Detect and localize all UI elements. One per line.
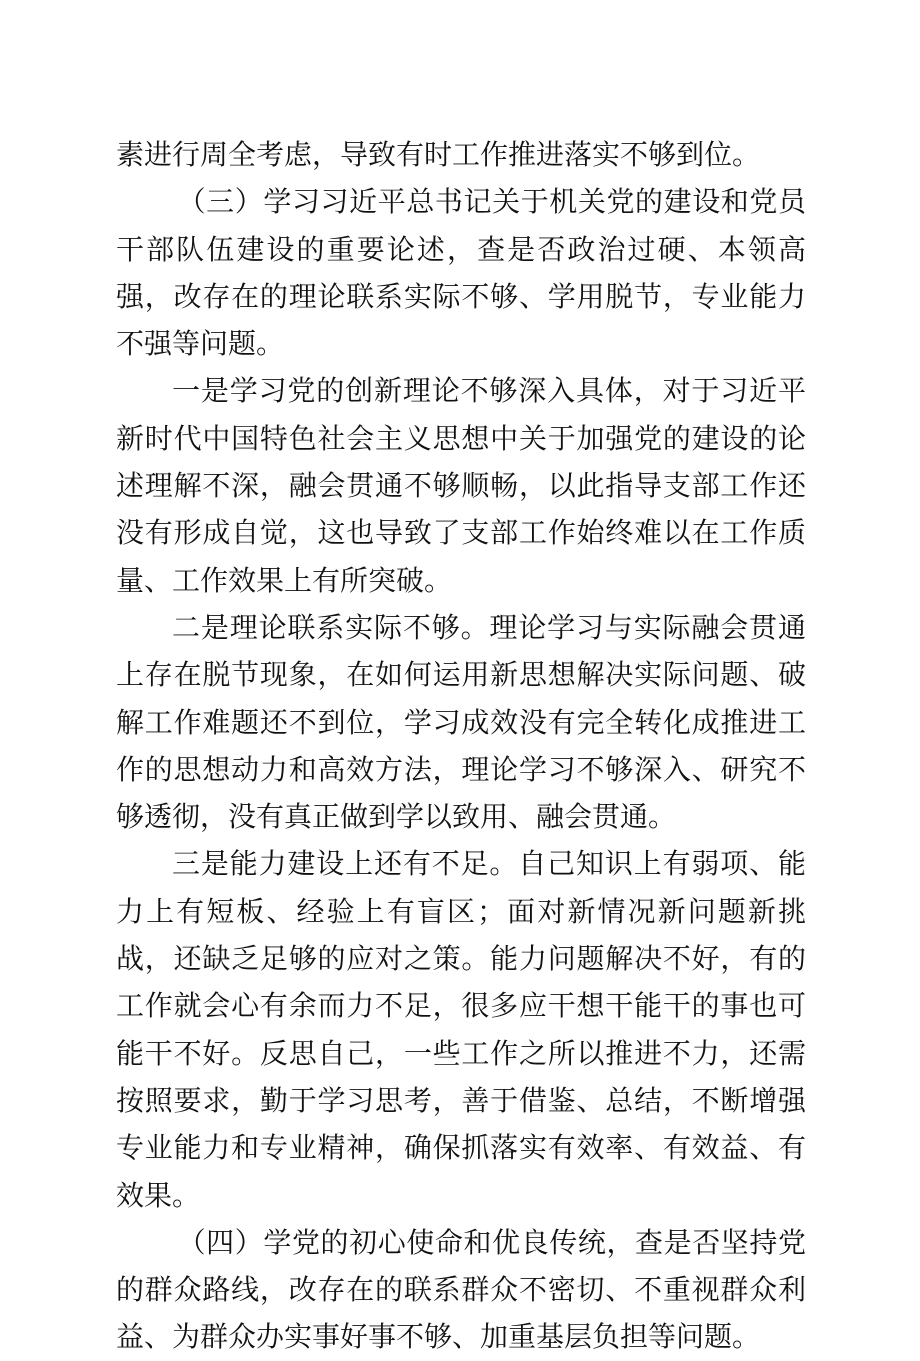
paragraph-continuation: 素进行周全考虑，导致有时工作推进落实不够到位。 [116,138,761,171]
paragraph-point-one: 一是学习党的创新理论不够深入具体，对于习近平新时代中国特色社会主义思想中关于加强党的建设的论述理解不深，融会贯通不够顺畅，以此指导支部工作还没有形成自觉，这也导致了支部工作始终难以在工作质量、工作效果上有所突破。 [116,374,806,597]
paragraph-point-two: 二是理论联系实际不够。理论学习与实际融会贯通上存在脱节现象，在如何运用新思想解决实际问题、破解工作难题还不到位，学习成效没有完全转化成推进工作的思想动力和高效方法，理论学习不够深入、研究不够透彻，没有真正做到学以致用、融会贯通。 [116,610,806,834]
section-heading-three: （三）学习习近平总书记关于机关党的建设和党员干部队伍建设的重要论述，查是否政治过硬、本领高强，改存在的理论联系实际不够、学用脱节，专业能力不强等问题。 [116,185,806,361]
section-heading-four: （四）学党的初心使命和优良传统，查是否坚持党的群众路线，改存在的联系群众不密切、不重视群众利益、为群众办实事好事不够、加重基层负担等问题。 [116,1225,806,1354]
paragraph-point-three: 三是能力建设上还有不足。自己知识上有弱项、能力上有短板、经验上有盲区；面对新情况新问题新挑战，还缺乏足够的应对之策。能力问题解决不好，有的工作就会心有余而力不足，很多应干想干能干的事也可能干不好。反思自己，一些工作之所以推进不力，还需按照要求，勤于学习思考，善于借鉴、总结，不断增强专业能力和专业精神，确保抓落实有效率、有效益、有效果。 [116,847,806,1212]
document-body [116,131,806,1361]
